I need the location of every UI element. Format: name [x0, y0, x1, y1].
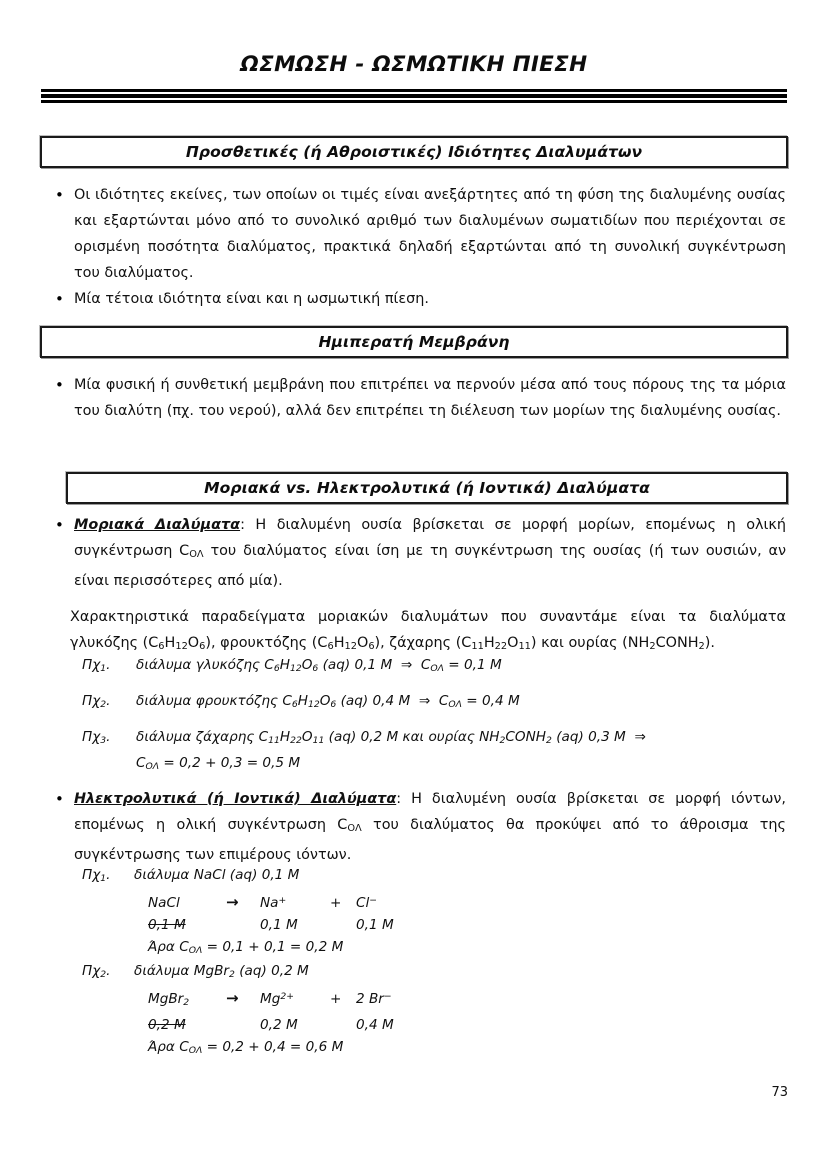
example-row: [82, 654, 742, 680]
product-1-concentration: 0,2 M: [260, 1016, 298, 1033]
section-body-colligative-properties: [42, 182, 786, 312]
total-value: = 0,2 + 0,4 = 0,6 M: [202, 1038, 344, 1055]
fructose-sub-2: 12: [344, 641, 357, 653]
product-2-formula: [356, 986, 428, 1010]
section-body-semipermeable-membrane: [42, 372, 786, 424]
sucrose-sub-3: 11: [518, 641, 531, 653]
fructose-sub-1: 6: [327, 641, 334, 653]
urea-sub-b: 2: [546, 735, 552, 747]
sucrose-sub-2: 22: [494, 641, 508, 653]
example-text-a: διάλυμα γλυκόζης C: [136, 657, 274, 673]
example-label-text: Πχ: [82, 867, 101, 883]
example-text-b: (aq) 0,4 M: [336, 693, 411, 710]
result-value: = 0,4 M: [461, 693, 520, 710]
formula-sub-2: 12: [307, 699, 320, 711]
example-label-index: 2: [100, 969, 107, 981]
example-label-index: 1: [100, 663, 107, 675]
product-1-symbol: Mg: [260, 990, 281, 1007]
section-header-molecular-vs-electrolytic: [66, 472, 788, 504]
implies-arrow-icon: ⇒: [400, 657, 413, 673]
result-symbol: C: [438, 693, 449, 710]
example-label-dot: .: [106, 867, 111, 883]
glucose-mid-1: H: [164, 635, 176, 651]
urea-sub-1: 2: [649, 641, 656, 653]
molecular-definition-subscript: ΟΛ: [189, 549, 204, 561]
dissociation-heading: διάλυμα NaCl (aq) 0,1 M: [134, 867, 300, 883]
intro-text-3: ), ζάχαρης (C: [374, 635, 472, 651]
fructose-mid-2: O: [356, 635, 369, 651]
sucrose-mid-2: O: [507, 635, 519, 651]
total-subscript: ΟΛ: [188, 944, 203, 956]
electrolytic-definition-subscript: ΟΛ: [347, 823, 362, 835]
example-label-text: Πχ: [82, 693, 101, 710]
formula-mid-1: H: [279, 729, 291, 746]
urea-mid-a: CONH: [505, 729, 546, 746]
total-subscript: ΟΛ: [188, 1044, 203, 1056]
glucose-sub-1: 6: [158, 641, 165, 653]
product-1-charge: 2+: [280, 991, 294, 1003]
sucrose-mid-1: H: [483, 635, 495, 651]
reactant-formula: [148, 988, 226, 1014]
example-label-dot: .: [106, 657, 111, 673]
example-row: [82, 726, 742, 778]
dissociation-equation-grid: [134, 986, 602, 1036]
dissociation-heading-rest: (aq) 0,2 M: [234, 963, 309, 979]
product-2-charge: −: [369, 895, 378, 907]
product-1-formula: [260, 890, 330, 914]
glucose-sub-2: 12: [175, 641, 188, 653]
implies-arrow-icon: ⇒: [634, 729, 646, 746]
urea-sub-a: 2: [499, 735, 506, 747]
example-label-index: 1: [100, 873, 107, 885]
example-body: [136, 726, 742, 778]
section-header-label: Ημιπερατή Μεμβράνη: [318, 333, 510, 351]
example-label-dot: .: [106, 963, 111, 979]
formula-mid-2: O: [319, 693, 331, 710]
example-result-line: [136, 752, 742, 778]
dissociation-heading: [134, 960, 602, 986]
dissociation-total-line: [134, 936, 602, 962]
formula-sub-3: 6: [312, 663, 319, 675]
example-label-index: 3: [100, 735, 107, 747]
fructose-sub-3: 6: [368, 641, 375, 653]
electrolytic-definition-part1: : Η διαλυμένη ουσία βρίσκεται σε μορφή ιόντων, επομένως η ολική συγκέντρωση C: [74, 791, 786, 833]
formula-sub-3: 11: [312, 735, 325, 747]
example-label-index: 2: [100, 699, 107, 711]
molecular-examples-list: [82, 654, 742, 788]
example-text-b: (aq) 0,2 M και ουρίας NH: [324, 729, 500, 746]
list-item: [42, 786, 786, 868]
dissociation-equation-grid: [134, 890, 602, 936]
divider-bar-3: [41, 100, 787, 103]
reaction-arrow-icon: →: [226, 988, 239, 1007]
dissociation-heading-row: [82, 864, 602, 890]
formula-mid-2: O: [301, 729, 313, 746]
example-label: [82, 690, 136, 716]
implies-arrow-icon: ⇒: [418, 693, 431, 710]
example-label: [82, 864, 134, 890]
total-prefix: Άρα C: [148, 1038, 189, 1055]
product-2-symbol: Cl: [356, 894, 370, 911]
example-label: [82, 654, 136, 680]
example-text-b: (aq) 0,1 M: [318, 657, 393, 673]
result-value: = 0,2 + 0,3 = 0,5 M: [159, 755, 301, 772]
molecular-term: Μοριακά Διαλύματα: [74, 517, 241, 533]
section-header-label: Προσθετικές (ή Αθροιστικές) Ιδιότητες Διαλυμάτων: [185, 143, 643, 161]
reactant-formula: NaCl: [148, 894, 180, 911]
formula-sub-1: 6: [291, 699, 298, 711]
dissociation-example-mgbr2: [82, 960, 602, 1062]
product-2-formula: [356, 890, 428, 914]
example-label-text: Πχ: [82, 657, 101, 673]
reactant-subscript: 2: [183, 996, 190, 1008]
glucose-sub-3: 6: [199, 641, 206, 653]
total-prefix: Άρα C: [148, 938, 189, 955]
section-header-semipermeable-membrane: [40, 326, 788, 358]
total-value: = 0,1 + 0,1 = 0,2 M: [202, 938, 344, 955]
example-body: [136, 654, 742, 680]
formula-sub-2: 12: [289, 663, 302, 675]
plus-sign: +: [330, 894, 342, 911]
intro-text-2: ), φρουκτόζης (C: [205, 635, 328, 651]
formula-sub-3: 6: [330, 699, 337, 711]
example-text-a: διάλυμα φρουκτόζης C: [136, 693, 292, 710]
result-symbol: C: [136, 755, 146, 772]
formula-sub-1: 11: [268, 735, 280, 747]
result-value: = 0,1 M: [443, 657, 502, 673]
molecular-definition-part1: : Η διαλυμένη ουσία βρίσκεται σε μορφή μορίων, επομένως η ολική συγκέντρωση C: [74, 517, 786, 559]
urea-mid: CONH: [655, 635, 699, 651]
example-body: [136, 690, 742, 716]
product-1-symbol: Na: [260, 894, 279, 911]
reactant-concentration: 0,2 M: [148, 1016, 186, 1033]
intro-text-1: Χαρακτηριστικά παραδείγματα μοριακών διαλυμάτων που συναντάμε είναι τα διαλύματα γλυκόζης (C: [70, 609, 786, 651]
example-label-dot: .: [106, 729, 111, 746]
dissociation-heading-sub: 2: [229, 969, 235, 981]
intro-text-5: ).: [704, 635, 715, 651]
product-2-symbol: 2 Br: [356, 990, 384, 1007]
example-label: [82, 960, 134, 986]
dissociation-example-nacl: [82, 864, 602, 962]
example-text-c: (aq) 0,3 M: [551, 729, 626, 746]
example-label-text: Πχ: [82, 729, 101, 746]
section-header-colligative-properties: [40, 136, 788, 168]
formula-sub-1: 6: [273, 663, 280, 675]
example-label-dot: .: [106, 693, 111, 710]
intro-text-4: ) και ουρίας (NH: [530, 635, 650, 651]
result-subscript: ΟΛ: [430, 663, 444, 675]
page-number: 73: [771, 1085, 788, 1100]
urea-sub-2: 2: [698, 641, 705, 653]
reactant-symbol: MgBr: [148, 990, 184, 1007]
sucrose-sub-1: 11: [471, 641, 484, 653]
example-row: [82, 690, 742, 716]
title-divider-rule: [41, 89, 787, 103]
dissociation-total-line: [134, 1036, 602, 1062]
section-header-label: Μοριακά vs. Ηλεκτρολυτικά (ή Ιοντικά) Διαλύματα: [204, 479, 650, 497]
reactant-concentration: 0,1 M: [148, 916, 186, 933]
reaction-arrow-icon: →: [226, 892, 239, 911]
product-1-formula: [260, 986, 330, 1010]
page-title: ΩΣΜΩΣΗ - ΩΣΜΩΤΙΚΗ ΠΙΕΣΗ: [240, 52, 588, 77]
result-symbol: C: [420, 657, 431, 673]
electrolytic-solutions-definition: [42, 786, 786, 868]
result-subscript: ΟΛ: [145, 761, 160, 773]
example-text-a: διάλυμα ζάχαρης C: [136, 729, 269, 746]
product-2-charge: −: [383, 991, 392, 1003]
list-item: • Μία τέτοια ιδιότητα είναι και η ωσμωτική πίεση.: [42, 286, 786, 312]
product-1-charge: +: [278, 895, 287, 907]
product-2-concentration: 0,1 M: [356, 916, 394, 933]
formula-mid-1: H: [297, 693, 308, 710]
electrolytic-definition-part2: του διαλύματος θα προκύψει από το άθροισμα της συγκέντρωσης των επιμέρους ιόντων.: [74, 817, 787, 864]
example-label: [82, 726, 136, 752]
formula-sub-2: 22: [290, 735, 302, 747]
dissociation-heading-row: [82, 960, 602, 986]
molecular-definition-part2: του διαλύματος είναι ίση με τη συγκέντρωση της ουσίας (ή των ουσιών, αν είναι περισσότερες από μία).: [74, 543, 786, 590]
product-1-concentration: 0,1 M: [260, 916, 298, 933]
product-2-concentration: 0,4 M: [356, 1016, 394, 1033]
example-label-text: Πχ: [82, 963, 101, 979]
list-item: [42, 512, 786, 594]
list-item: • Μία φυσική ή συνθετική μεμβράνη που επιτρέπει να περνούν μέσα από τους πόρους της τα μόρια του διαλύτη (πχ. του νερού), αλλά δεν επιτρέπει τη διέλευση των μορίων της διαλυμένης ουσίας.: [42, 372, 786, 424]
fructose-mid-1: H: [333, 635, 345, 651]
glucose-mid-2: O: [187, 635, 200, 651]
formula-mid-2: O: [301, 657, 313, 673]
plus-sign: +: [330, 990, 342, 1007]
molecular-examples-intro: [70, 604, 786, 660]
result-subscript: ΟΛ: [448, 699, 462, 711]
formula-mid-1: H: [279, 657, 290, 673]
molecular-solutions-definition: [42, 512, 786, 594]
electrolytic-term: Ηλεκτρολυτικά (ή Ιοντικά) Διαλύματα: [74, 791, 397, 807]
list-item: • Οι ιδιότητες εκείνες, των οποίων οι τιμές είναι ανεξάρτητες από τη φύση της διαλυμένης ουσίας και εξαρτώνται μόνο από το συνολικό αριθμό των διαλυμένων σωματιδίων που περιέχονται σε ορισμένη ποσότητα διαλύματος, πρακτικά δηλαδή εξαρτώνται από τη συνολική συγκέντρωση του διαλύματος.: [42, 182, 786, 286]
dissociation-heading-text: διάλυμα MgBr: [134, 963, 229, 979]
